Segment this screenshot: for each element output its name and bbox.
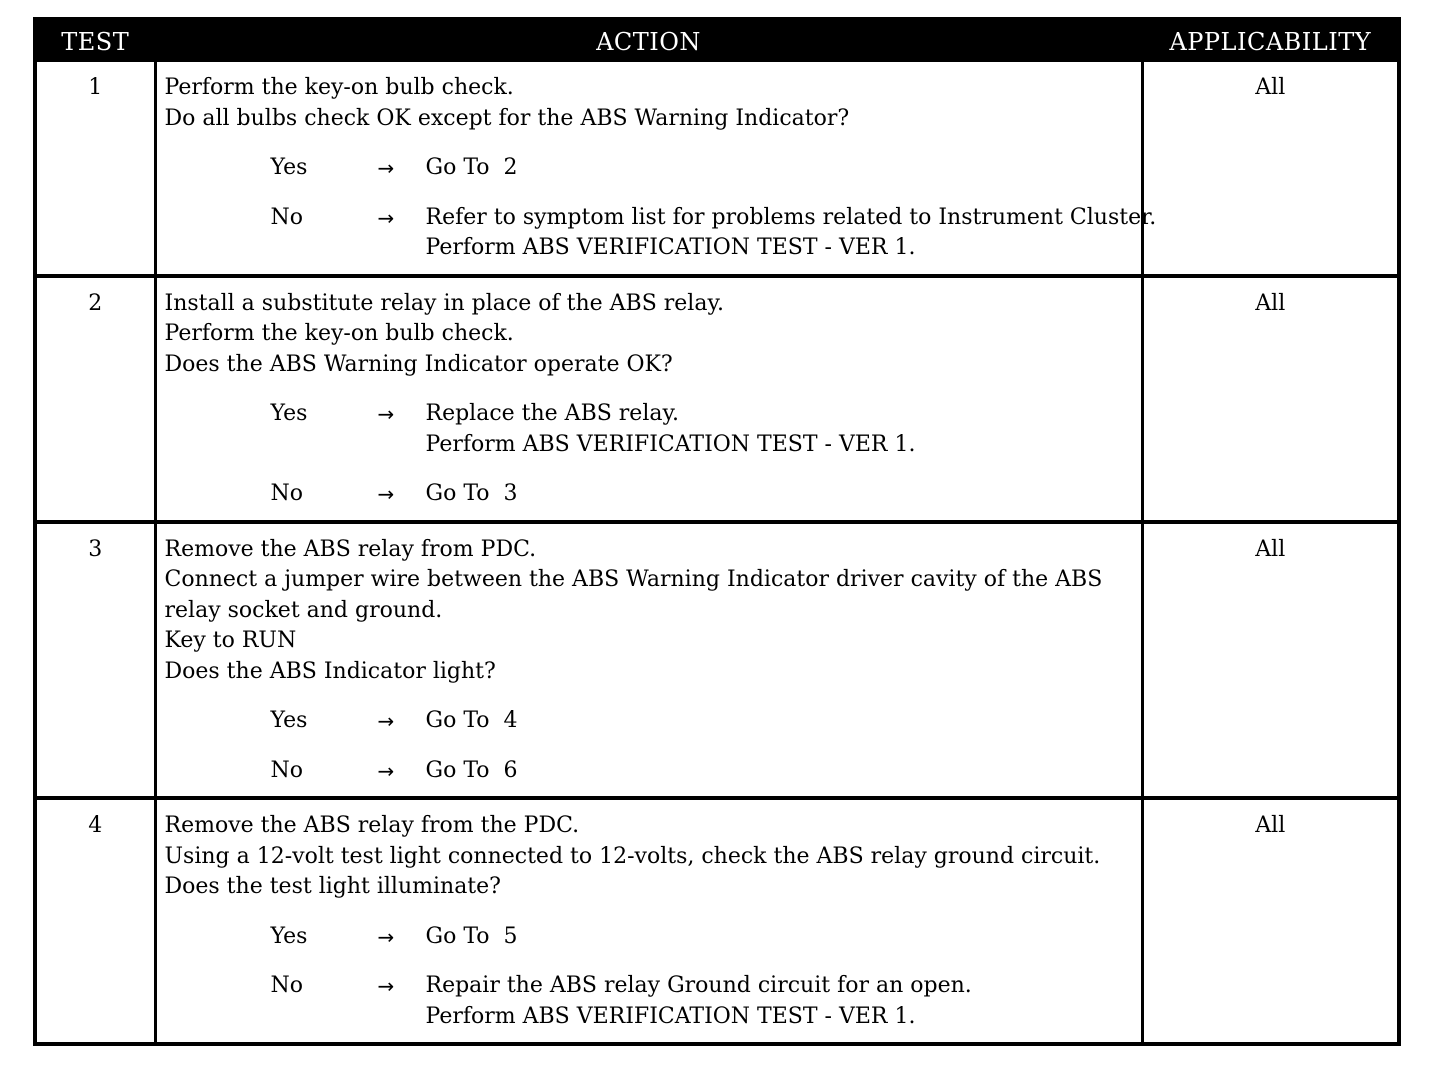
outcome-yes	[165, 399, 1135, 460]
outcome-yes	[165, 922, 1135, 953]
action-line: Connect a jumper wire between the ABS Warning Indicator driver cavity of the ABS	[164, 567, 1103, 592]
outcome-line: Perform ABS VERIFICATION TEST - VER 1.	[425, 431, 916, 457]
goto-text: Go To	[425, 481, 490, 506]
outcome-result	[426, 706, 1135, 737]
diagnostic-test-table	[33, 17, 1401, 1046]
outcome-no	[165, 756, 1135, 787]
outcome-label: Yes	[270, 923, 308, 949]
outcome-yes	[165, 706, 1135, 737]
outcome-line: Replace the ABS relay.	[425, 401, 679, 426]
action-cell	[155, 798, 1142, 1044]
applicability-cell: All	[1255, 536, 1286, 562]
table-header	[35, 19, 1399, 62]
test-number-cell: 1	[35, 62, 155, 276]
action-line: Does the ABS Warning Indicator operate OK?	[164, 351, 673, 377]
goto-text: Go To	[425, 923, 490, 949]
goto-test-number: 3	[503, 481, 518, 506]
action-line: Perform the key-on bulb check.	[164, 75, 514, 100]
header-test: TEST	[35, 19, 155, 62]
test-number-cell: 2	[35, 276, 155, 522]
table-row	[35, 62, 1399, 276]
table-row	[35, 522, 1399, 799]
test-number-cell: 3	[35, 522, 155, 799]
action-line: Key to RUN	[164, 628, 297, 653]
table-row	[35, 276, 1399, 522]
action-line: Does the ABS Indicator light?	[164, 658, 496, 684]
outcome-label: No	[270, 973, 303, 998]
table-row	[35, 798, 1399, 1044]
outcome-label: Yes	[270, 708, 308, 733]
goto-test-number: 5	[503, 923, 518, 949]
goto-test-number: 4	[503, 708, 518, 733]
outcome-no	[165, 203, 1157, 264]
outcome-line: Perform ABS VERIFICATION TEST - VER 1.	[425, 1003, 916, 1029]
outcome-label: No	[270, 481, 303, 506]
action-line: Using a 12-volt test light connected to 12-volts, check the ABS relay ground circuit.	[164, 843, 1101, 869]
outcome-label: No	[270, 757, 303, 783]
right-arrow-icon: →	[377, 156, 395, 180]
header-action: ACTION	[155, 19, 1142, 62]
right-arrow-icon: →	[377, 205, 395, 230]
goto-test-number: 2	[503, 155, 518, 180]
right-arrow-icon: →	[377, 402, 395, 426]
outcome-result	[426, 153, 1135, 184]
outcome-label: Yes	[270, 155, 308, 180]
outcome-line: Refer to symptom list for problems related to Instrument Cluster.	[425, 204, 1157, 230]
outcome-line: Repair the ABS relay Ground circuit for an open.	[425, 973, 972, 998]
outcome-result	[426, 203, 1157, 264]
action-line: Does the test light illuminate?	[164, 874, 501, 899]
test-number-cell: 4	[35, 798, 155, 1044]
right-arrow-icon: →	[377, 709, 395, 733]
outcome-yes	[165, 153, 1135, 184]
outcome-label: Yes	[270, 401, 308, 426]
applicability-cell: All	[1255, 75, 1286, 100]
goto-test-number: 6	[503, 757, 518, 783]
outcome-label: No	[270, 204, 303, 230]
action-cell	[155, 276, 1142, 522]
outcome-result	[426, 479, 1135, 510]
action-line: Remove the ABS relay from PDC.	[164, 536, 537, 562]
outcome-result	[426, 756, 1135, 787]
goto-text: Go To	[425, 708, 490, 733]
outcome-result	[426, 399, 1135, 460]
table-body	[35, 62, 1399, 1044]
goto-text: Go To	[425, 757, 490, 783]
action-line: Perform the key-on bulb check.	[164, 321, 514, 346]
outcome-line: Perform ABS VERIFICATION TEST - VER 1.	[425, 235, 916, 260]
action-line: Install a substitute relay in place of the ABS relay.	[164, 290, 724, 316]
action-line: Do all bulbs check OK except for the ABS Warning Indicator?	[164, 105, 850, 131]
outcome-no	[165, 479, 1135, 510]
applicability-cell: All	[1255, 813, 1286, 838]
action-cell	[155, 62, 1157, 276]
outcome-result	[426, 922, 1135, 953]
action-line: relay socket and ground.	[164, 597, 443, 623]
header-row	[35, 19, 1399, 62]
outcome-result	[426, 971, 1135, 1032]
action-line: Remove the ABS relay from the PDC.	[164, 813, 580, 838]
right-arrow-icon: →	[377, 924, 395, 949]
applicability-cell: All	[1255, 290, 1286, 316]
outcome-no	[165, 971, 1135, 1032]
right-arrow-icon: →	[377, 974, 395, 998]
right-arrow-icon: →	[377, 758, 395, 783]
header-applicability: APPLICABILITY	[1142, 19, 1399, 62]
goto-text: Go To	[425, 155, 490, 180]
right-arrow-icon: →	[377, 482, 395, 506]
action-cell	[155, 522, 1142, 799]
